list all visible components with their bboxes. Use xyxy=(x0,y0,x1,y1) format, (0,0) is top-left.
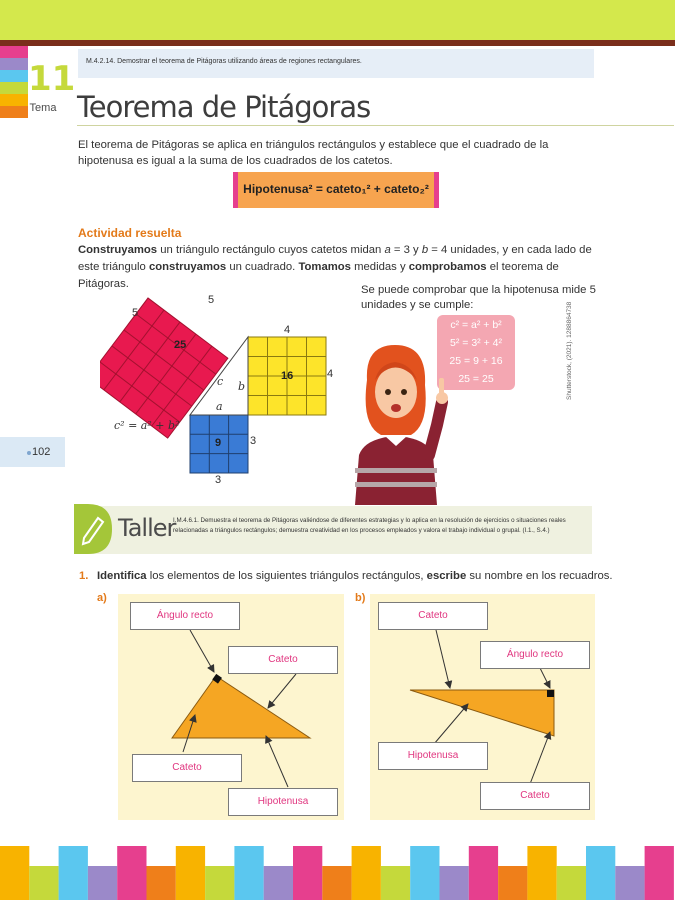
activity-span: el teorema de Pitágoras. xyxy=(78,261,559,290)
verb-identifica: Identifica xyxy=(97,570,147,582)
bottom-stripe xyxy=(498,866,527,900)
eq-line-2: 5² = 3² + 4² xyxy=(450,337,502,349)
panel-a-label: a) xyxy=(97,592,107,604)
bottom-stripe xyxy=(59,846,88,900)
eq-line-4: 25 = 25 xyxy=(458,373,494,385)
check-text: Se puede comprobar que la hipotenusa mide 5 unidades y se cumple: xyxy=(361,284,596,311)
top-brown-line xyxy=(0,40,675,46)
panel-b xyxy=(370,594,595,820)
var-b: b xyxy=(421,244,429,256)
eq-line-3: 25 = 9 + 16 xyxy=(449,355,503,367)
answer-box-cateto[interactable]: Cateto xyxy=(132,754,242,782)
answer-box-angulo-recto[interactable]: Ángulo recto xyxy=(130,602,240,630)
bottom-stripe xyxy=(469,846,498,900)
bottom-stripe xyxy=(176,846,205,900)
photo-credit: Shutterstock, (2021). 1288864738 xyxy=(566,301,573,400)
eq-line-1: c² = a² + b² xyxy=(450,319,502,331)
taller-criteria: I.M.4.6.1. Demuestra el teorema de Pitágoras valiéndose de diferentes estrategias y lo aplica en la resolución de ejercicios o situaciones reales relacionadas a triángulos rectángulos; demuestra creatividad en los procesos empleados y valora el trabajo individual o grupal. (I.1., S.4.) xyxy=(173,517,566,534)
bottom-stripe xyxy=(645,846,674,900)
activity-span: medidas y xyxy=(350,261,409,273)
answer-box-hipotenusa[interactable]: Hipotenusa xyxy=(378,742,488,770)
diagram-formula: c² = a² + b² xyxy=(114,419,180,432)
bottom-stripe xyxy=(440,866,469,900)
question-span: su nombre en los recuadros. xyxy=(466,570,613,582)
answer-box-cateto[interactable]: Cateto xyxy=(378,602,488,630)
formula-box xyxy=(233,172,439,208)
verb-construyamos-2: construyamos xyxy=(148,261,227,273)
intro-paragraph: El teorema de Pitágoras se aplica en triángulos rectángulos y establece que el cuadrado de la hipotenusa es igual a la suma de los cuadrados de los catetos. xyxy=(78,139,549,167)
bottom-stripe xyxy=(29,866,58,900)
activity-span: = 4 unidades, y en cada lado de este triángulo xyxy=(78,244,592,273)
verb-comprobamos: comprobamos xyxy=(408,261,487,273)
label-c: c xyxy=(217,375,224,388)
squares-figure xyxy=(100,282,360,492)
question-span: los elementos de los siguientes triángulos rectángulos, xyxy=(146,570,427,582)
bottom-stripe xyxy=(117,846,146,900)
tema-label: Tema xyxy=(29,102,57,114)
label-b: b xyxy=(238,380,246,393)
page-number-dot xyxy=(27,451,31,455)
standard-banner xyxy=(78,49,594,78)
bottom-stripe xyxy=(557,866,586,900)
verb-escribe: escribe xyxy=(426,570,467,582)
bottom-stripe xyxy=(586,846,615,900)
panel-b-label: b) xyxy=(355,592,366,604)
panel-a xyxy=(118,594,344,820)
taller-label: Taller xyxy=(118,514,176,542)
label-yellow-area: 16 xyxy=(281,370,294,382)
label-red-area: 25 xyxy=(174,339,187,351)
triangle-a xyxy=(172,676,310,738)
label-red-left: 5 xyxy=(132,307,139,319)
label-blue-bottom: 3 xyxy=(215,474,222,486)
label-yellow-top: 4 xyxy=(284,324,291,336)
label-blue-area: 9 xyxy=(215,437,222,449)
page-title: Teorema de Pitágoras xyxy=(77,90,371,124)
triangle-b xyxy=(410,690,554,736)
bottom-stripe xyxy=(264,866,293,900)
bottom-stripe xyxy=(147,866,176,900)
bottom-stripe xyxy=(234,846,263,900)
bottom-stripe xyxy=(322,866,351,900)
bottom-stripe xyxy=(293,846,322,900)
activity-span: un cuadrado. xyxy=(226,261,299,273)
label-red-top: 5 xyxy=(208,294,215,306)
tema-number: 11 xyxy=(28,59,76,99)
bottom-stripe xyxy=(352,846,381,900)
activity-span: = 3 y xyxy=(390,244,422,256)
formula-text: Hipotenusa² = cateto₁² + cateto₂² xyxy=(243,182,429,196)
verb-tomamos: Tomamos xyxy=(298,261,351,273)
bottom-stripe xyxy=(410,846,439,900)
var-a: a xyxy=(384,244,391,256)
answer-box-hipotenusa[interactable]: Hipotenusa xyxy=(228,788,338,816)
bottom-stripe xyxy=(205,866,234,900)
activity-span: un triángulo rectángulo cuyos catetos midan xyxy=(157,244,385,256)
question-number: 1. xyxy=(79,570,89,582)
side-color-stripes xyxy=(0,46,28,118)
label-a: a xyxy=(216,400,223,413)
answer-box-cateto[interactable]: Cateto xyxy=(228,646,338,674)
standard-text: M.4.2.14. Demostrar el teorema de Pitágoras utilizando áreas de regiones rectangulares. xyxy=(86,58,362,65)
bottom-stripe xyxy=(527,846,556,900)
answer-box-angulo-recto[interactable]: Ángulo recto xyxy=(480,641,590,669)
question-text xyxy=(97,570,613,582)
bottom-color-stripes xyxy=(0,846,675,900)
bottom-stripe xyxy=(88,866,117,900)
tema-badge xyxy=(28,58,76,122)
girl-illustration xyxy=(345,340,465,505)
title-divider xyxy=(77,125,674,126)
bottom-stripe xyxy=(0,846,29,900)
verb-construyamos: Construyamos xyxy=(78,244,158,256)
page-number: 102 xyxy=(32,446,51,458)
pythagoras-diagram xyxy=(100,282,360,492)
answer-box-cateto[interactable]: Cateto xyxy=(480,782,590,810)
bottom-stripe xyxy=(615,866,644,900)
top-color-band xyxy=(0,0,675,40)
pencil-icon xyxy=(74,504,112,554)
bottom-stripe xyxy=(381,866,410,900)
label-yellow-right: 4 xyxy=(327,368,334,380)
section-heading: Actividad resuelta xyxy=(78,226,182,240)
label-blue-right: 3 xyxy=(250,435,257,447)
